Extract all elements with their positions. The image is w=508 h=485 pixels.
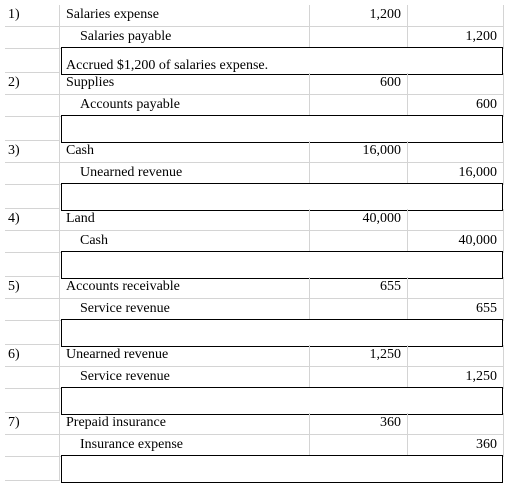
credit-amount-cell[interactable]: 1,250 — [408, 367, 504, 389]
credit-amount-empty-cell[interactable] — [408, 209, 504, 231]
explanation-left-cell — [5, 49, 60, 73]
entry-number-empty-cell[interactable] — [5, 367, 60, 389]
debit-account-cell[interactable]: Land — [60, 209, 310, 231]
explanation-input[interactable] — [61, 251, 503, 279]
journal-entries-sheet — [5, 5, 504, 481]
entry-number[interactable]: 7) — [5, 413, 60, 435]
explanation-left-cell — [5, 321, 60, 345]
credit-account-cell[interactable]: Unearned revenue — [60, 163, 310, 185]
debit-amount-cell[interactable]: 1,250 — [310, 345, 408, 367]
debit-amount-empty-cell[interactable] — [310, 163, 408, 185]
debit-account-cell[interactable]: Salaries expense — [60, 5, 310, 27]
debit-amount-cell[interactable]: 600 — [310, 73, 408, 95]
entry-number-empty-cell[interactable] — [5, 27, 60, 49]
journal-entry — [5, 413, 504, 481]
credit-amount-empty-cell[interactable] — [408, 413, 504, 435]
explanation-left-cell — [5, 457, 60, 481]
debit-row — [5, 209, 504, 231]
credit-row — [5, 435, 504, 457]
credit-row — [5, 231, 504, 253]
journal-entry — [5, 5, 504, 73]
credit-row — [5, 299, 504, 321]
credit-amount-cell[interactable]: 40,000 — [408, 231, 504, 253]
credit-amount-empty-cell[interactable] — [408, 73, 504, 95]
entry-number[interactable]: 1) — [5, 5, 60, 27]
explanation-input[interactable] — [61, 115, 503, 143]
entry-number-empty-cell[interactable] — [5, 163, 60, 185]
credit-row — [5, 27, 504, 49]
journal-entry — [5, 277, 504, 345]
journal-entry — [5, 141, 504, 209]
debit-row — [5, 277, 504, 299]
debit-row — [5, 413, 504, 435]
credit-amount-cell[interactable]: 600 — [408, 95, 504, 117]
debit-row — [5, 5, 504, 27]
debit-amount-empty-cell[interactable] — [310, 299, 408, 321]
credit-amount-empty-cell[interactable] — [408, 277, 504, 299]
debit-row — [5, 141, 504, 163]
debit-amount-cell[interactable]: 655 — [310, 277, 408, 299]
journal-entry — [5, 73, 504, 141]
credit-account-cell[interactable]: Insurance expense — [60, 435, 310, 457]
journal-entry — [5, 345, 504, 413]
explanation-input[interactable] — [61, 455, 503, 483]
debit-account-cell[interactable]: Supplies — [60, 73, 310, 95]
explanation-input[interactable]: Accrued $1,200 of salaries expense. — [61, 47, 503, 75]
journal-entry — [5, 209, 504, 277]
credit-account-cell[interactable]: Cash — [60, 231, 310, 253]
credit-account-cell[interactable]: Salaries payable — [60, 27, 310, 49]
entry-number-empty-cell[interactable] — [5, 95, 60, 117]
explanation-input[interactable] — [61, 319, 503, 347]
entry-number[interactable]: 3) — [5, 141, 60, 163]
entry-number[interactable]: 2) — [5, 73, 60, 95]
explanation-left-cell — [5, 253, 60, 277]
credit-amount-empty-cell[interactable] — [408, 141, 504, 163]
debit-amount-empty-cell[interactable] — [310, 95, 408, 117]
debit-amount-cell[interactable]: 360 — [310, 413, 408, 435]
entry-number[interactable]: 5) — [5, 277, 60, 299]
debit-amount-empty-cell[interactable] — [310, 367, 408, 389]
debit-amount-cell[interactable]: 40,000 — [310, 209, 408, 231]
entry-number-empty-cell[interactable] — [5, 231, 60, 253]
credit-amount-cell[interactable]: 655 — [408, 299, 504, 321]
explanation-left-cell — [5, 117, 60, 141]
debit-amount-empty-cell[interactable] — [310, 435, 408, 457]
credit-amount-cell[interactable]: 1,200 — [408, 27, 504, 49]
credit-amount-empty-cell[interactable] — [408, 345, 504, 367]
explanation-left-cell — [5, 185, 60, 209]
debit-row — [5, 73, 504, 95]
debit-account-cell[interactable]: Unearned revenue — [60, 345, 310, 367]
debit-amount-empty-cell[interactable] — [310, 27, 408, 49]
credit-account-cell[interactable]: Service revenue — [60, 299, 310, 321]
credit-row — [5, 163, 504, 185]
debit-amount-empty-cell[interactable] — [310, 231, 408, 253]
debit-account-cell[interactable]: Accounts receivable — [60, 277, 310, 299]
debit-account-cell[interactable]: Cash — [60, 141, 310, 163]
entry-number[interactable]: 4) — [5, 209, 60, 231]
debit-amount-cell[interactable]: 1,200 — [310, 5, 408, 27]
explanation-input[interactable] — [61, 183, 503, 211]
credit-account-cell[interactable]: Accounts payable — [60, 95, 310, 117]
debit-row — [5, 345, 504, 367]
credit-amount-empty-cell[interactable] — [408, 5, 504, 27]
explanation-left-cell — [5, 389, 60, 413]
credit-amount-cell[interactable]: 360 — [408, 435, 504, 457]
credit-row — [5, 367, 504, 389]
debit-amount-cell[interactable]: 16,000 — [310, 141, 408, 163]
credit-row — [5, 95, 504, 117]
credit-account-cell[interactable]: Service revenue — [60, 367, 310, 389]
entry-number[interactable]: 6) — [5, 345, 60, 367]
debit-account-cell[interactable]: Prepaid insurance — [60, 413, 310, 435]
entry-number-empty-cell[interactable] — [5, 435, 60, 457]
credit-amount-cell[interactable]: 16,000 — [408, 163, 504, 185]
entry-number-empty-cell[interactable] — [5, 299, 60, 321]
explanation-input[interactable] — [61, 387, 503, 415]
